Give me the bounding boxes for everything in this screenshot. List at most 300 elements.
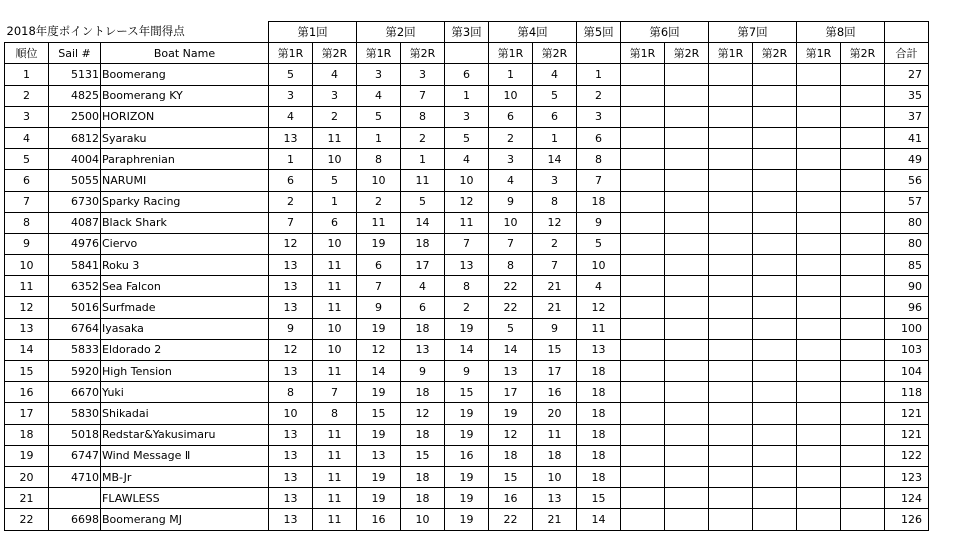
rank-cell: 9 <box>5 233 49 254</box>
score-cell: 13 <box>577 339 621 360</box>
score-cell: 3 <box>533 170 577 191</box>
score-cell: 19 <box>445 466 489 487</box>
empty-score-cell <box>665 297 709 318</box>
score-cell: 3 <box>269 85 313 106</box>
empty-score-cell <box>709 106 753 127</box>
sail-cell: 6747 <box>49 445 101 466</box>
empty-score-cell <box>753 445 797 466</box>
empty-score-cell <box>709 127 753 148</box>
table-row <box>5 106 973 127</box>
score-cell: 16 <box>445 445 489 466</box>
score-cell: 3 <box>445 106 489 127</box>
empty-score-cell <box>797 339 841 360</box>
rank-cell: 19 <box>5 445 49 466</box>
score-cell: 2 <box>269 191 313 212</box>
rank-cell: 13 <box>5 318 49 339</box>
empty-score-cell <box>753 212 797 233</box>
score-cell: 19 <box>445 403 489 424</box>
score-cell: 13 <box>269 127 313 148</box>
empty-score-cell <box>665 509 709 530</box>
score-cell: 2 <box>577 85 621 106</box>
score-cell: 4 <box>269 106 313 127</box>
rank-cell: 11 <box>5 276 49 297</box>
table-row <box>5 509 973 530</box>
empty-score-cell <box>621 466 665 487</box>
score-cell: 12 <box>401 403 445 424</box>
score-cell: 18 <box>401 382 445 403</box>
score-cell: 9 <box>401 361 445 382</box>
boat-name-cell: Syaraku <box>101 127 269 148</box>
boat-name-cell: Boomerang <box>101 64 269 85</box>
empty-score-cell <box>753 127 797 148</box>
score-cell: 18 <box>401 466 445 487</box>
total-cell: 100 <box>885 318 929 339</box>
table-row <box>5 424 973 445</box>
score-cell: 13 <box>269 297 313 318</box>
race-group-2: 第2回 <box>357 22 445 43</box>
empty-score-cell <box>621 255 665 276</box>
score-cell: 9 <box>489 191 533 212</box>
col-g4-r2: 第2R <box>533 43 577 64</box>
empty-score-cell <box>753 233 797 254</box>
title-row <box>5 22 973 43</box>
score-cell: 19 <box>357 382 401 403</box>
score-cell: 13 <box>269 361 313 382</box>
rank-cell: 21 <box>5 488 49 509</box>
score-cell: 14 <box>357 361 401 382</box>
empty-score-cell <box>621 509 665 530</box>
score-cell: 17 <box>533 361 577 382</box>
score-cell: 4 <box>313 64 357 85</box>
empty-score-cell <box>709 403 753 424</box>
boat-name-cell: NARUMI <box>101 170 269 191</box>
sail-cell: 4825 <box>49 85 101 106</box>
score-cell: 13 <box>489 361 533 382</box>
score-cell: 18 <box>577 445 621 466</box>
score-cell: 5 <box>401 191 445 212</box>
score-cell: 1 <box>313 191 357 212</box>
col-g8-r2: 第2R <box>841 43 885 64</box>
score-cell: 11 <box>313 297 357 318</box>
empty-score-cell <box>797 424 841 445</box>
score-cell: 19 <box>445 318 489 339</box>
total-cell: 104 <box>885 361 929 382</box>
boat-name-cell: Black Shark <box>101 212 269 233</box>
sail-cell: 5841 <box>49 255 101 276</box>
score-cell: 14 <box>533 149 577 170</box>
col-rank: 順位 <box>5 43 49 64</box>
col-g6-r1: 第1R <box>621 43 665 64</box>
race-group-7: 第7回 <box>709 22 797 43</box>
score-cell: 4 <box>489 170 533 191</box>
empty-score-cell <box>797 233 841 254</box>
empty-score-cell <box>665 85 709 106</box>
table-row <box>5 318 973 339</box>
score-cell: 1 <box>445 85 489 106</box>
score-cell: 7 <box>489 233 533 254</box>
empty-score-cell <box>841 466 885 487</box>
total-cell: 56 <box>885 170 929 191</box>
sail-cell: 6730 <box>49 191 101 212</box>
score-cell: 6 <box>313 212 357 233</box>
empty-score-cell <box>753 361 797 382</box>
empty-score-cell <box>665 361 709 382</box>
empty-score-cell <box>841 276 885 297</box>
score-cell: 7 <box>401 85 445 106</box>
empty-score-cell <box>841 170 885 191</box>
score-cell: 19 <box>445 424 489 445</box>
sail-cell: 5131 <box>49 64 101 85</box>
boat-name-cell: Paraphrenian <box>101 149 269 170</box>
table-row <box>5 127 973 148</box>
score-cell: 16 <box>357 509 401 530</box>
score-cell: 19 <box>357 466 401 487</box>
score-cell: 11 <box>313 255 357 276</box>
empty-score-cell <box>665 339 709 360</box>
empty-score-cell <box>665 424 709 445</box>
rank-cell: 2 <box>5 85 49 106</box>
col-g5 <box>577 43 621 64</box>
score-cell: 20 <box>533 403 577 424</box>
empty-score-cell <box>709 191 753 212</box>
empty-score-cell <box>709 466 753 487</box>
empty-score-cell <box>753 509 797 530</box>
empty-score-cell <box>753 149 797 170</box>
empty-score-cell <box>709 212 753 233</box>
empty-score-cell <box>841 445 885 466</box>
total-cell: 121 <box>885 424 929 445</box>
empty-score-cell <box>753 106 797 127</box>
empty-score-cell <box>797 127 841 148</box>
col-g7-r1: 第1R <box>709 43 753 64</box>
score-cell: 2 <box>313 106 357 127</box>
race-group-8: 第8回 <box>797 22 885 43</box>
score-cell: 12 <box>489 424 533 445</box>
table-row <box>5 488 973 509</box>
score-cell: 12 <box>577 297 621 318</box>
empty-score-cell <box>665 382 709 403</box>
empty-score-cell <box>621 424 665 445</box>
score-cell: 10 <box>313 339 357 360</box>
score-cell: 12 <box>269 339 313 360</box>
score-cell: 1 <box>357 127 401 148</box>
score-cell: 19 <box>445 509 489 530</box>
empty-score-cell <box>665 170 709 191</box>
score-cell: 13 <box>357 445 401 466</box>
score-cell: 3 <box>313 85 357 106</box>
empty-score-cell <box>709 445 753 466</box>
empty-score-cell <box>841 424 885 445</box>
sheet-title: 2018年度ポイントレース年間得点 <box>6 24 185 39</box>
boat-name-cell: Wind Message Ⅱ <box>101 445 269 466</box>
score-cell: 18 <box>533 445 577 466</box>
empty-score-cell <box>621 318 665 339</box>
score-cell: 7 <box>533 255 577 276</box>
sail-cell: 5018 <box>49 424 101 445</box>
score-cell: 19 <box>357 424 401 445</box>
rank-cell: 6 <box>5 170 49 191</box>
table-row <box>5 297 973 318</box>
rank-cell: 12 <box>5 297 49 318</box>
empty-score-cell <box>709 361 753 382</box>
score-cell: 8 <box>357 149 401 170</box>
score-cell: 7 <box>357 276 401 297</box>
score-cell: 11 <box>313 466 357 487</box>
empty-score-cell <box>797 276 841 297</box>
empty-score-cell <box>797 318 841 339</box>
empty-score-cell <box>665 318 709 339</box>
score-cell: 11 <box>313 488 357 509</box>
boat-name-cell: Sparky Racing <box>101 191 269 212</box>
empty-score-cell <box>709 276 753 297</box>
col-g2-r2: 第2R <box>401 43 445 64</box>
score-cell: 4 <box>577 276 621 297</box>
score-cell: 16 <box>533 382 577 403</box>
score-cell: 7 <box>445 233 489 254</box>
empty-score-cell <box>709 149 753 170</box>
score-cell: 4 <box>401 276 445 297</box>
score-cell: 7 <box>313 382 357 403</box>
empty-score-cell <box>797 509 841 530</box>
sail-cell: 5920 <box>49 361 101 382</box>
total-cell: 121 <box>885 403 929 424</box>
score-cell: 12 <box>269 233 313 254</box>
sail-cell: 6698 <box>49 509 101 530</box>
empty-score-cell <box>797 212 841 233</box>
empty-score-cell <box>709 85 753 106</box>
score-cell: 1 <box>577 64 621 85</box>
empty-score-cell <box>665 191 709 212</box>
table-row <box>5 64 973 85</box>
score-cell: 11 <box>577 318 621 339</box>
score-cell: 6 <box>577 127 621 148</box>
sail-cell: 4087 <box>49 212 101 233</box>
race-group-6: 第6回 <box>621 22 709 43</box>
score-cell: 3 <box>577 106 621 127</box>
score-cell: 17 <box>489 382 533 403</box>
total-cell: 124 <box>885 488 929 509</box>
score-cell: 12 <box>445 191 489 212</box>
empty-score-cell <box>709 424 753 445</box>
score-cell: 9 <box>445 361 489 382</box>
empty-score-cell <box>841 127 885 148</box>
sail-cell: 2500 <box>49 106 101 127</box>
score-cell: 10 <box>489 212 533 233</box>
empty-score-cell <box>797 297 841 318</box>
score-cell: 21 <box>533 509 577 530</box>
score-cell: 8 <box>577 149 621 170</box>
score-cell: 4 <box>533 64 577 85</box>
score-cell: 13 <box>269 445 313 466</box>
table-row <box>5 170 973 191</box>
empty-score-cell <box>797 488 841 509</box>
table-row <box>5 276 973 297</box>
total-cell: 96 <box>885 297 929 318</box>
score-cell: 18 <box>401 318 445 339</box>
score-cell: 6 <box>357 255 401 276</box>
sail-cell: 6812 <box>49 127 101 148</box>
sail-cell: 5833 <box>49 339 101 360</box>
score-cell: 18 <box>401 233 445 254</box>
empty-score-cell <box>665 149 709 170</box>
score-cell: 2 <box>445 297 489 318</box>
score-cell: 15 <box>489 466 533 487</box>
empty-score-cell <box>797 445 841 466</box>
table-row <box>5 85 973 106</box>
score-cell: 11 <box>533 424 577 445</box>
boat-name-cell: MB-Jr <box>101 466 269 487</box>
empty-score-cell <box>709 233 753 254</box>
empty-score-cell <box>797 170 841 191</box>
empty-score-cell <box>665 276 709 297</box>
table-row <box>5 212 973 233</box>
total-cell: 80 <box>885 212 929 233</box>
empty-score-cell <box>841 191 885 212</box>
empty-score-cell <box>709 382 753 403</box>
empty-score-cell <box>753 191 797 212</box>
score-cell: 18 <box>401 488 445 509</box>
score-cell: 16 <box>489 488 533 509</box>
score-cell: 21 <box>533 297 577 318</box>
empty-score-cell <box>797 191 841 212</box>
total-cell: 90 <box>885 276 929 297</box>
score-cell: 19 <box>357 233 401 254</box>
score-cell: 8 <box>269 382 313 403</box>
table-row <box>5 382 973 403</box>
race-group-5: 第5回 <box>577 22 621 43</box>
empty-score-cell <box>621 297 665 318</box>
boat-name-cell: Boomerang MJ <box>101 509 269 530</box>
empty-score-cell <box>797 85 841 106</box>
score-cell: 10 <box>313 318 357 339</box>
score-cell: 13 <box>445 255 489 276</box>
empty-score-cell <box>709 170 753 191</box>
standings-sheet <box>4 21 973 531</box>
score-cell: 22 <box>489 276 533 297</box>
empty-score-cell <box>841 339 885 360</box>
empty-score-cell <box>797 106 841 127</box>
table-row <box>5 403 973 424</box>
score-cell: 11 <box>313 509 357 530</box>
empty-score-cell <box>621 149 665 170</box>
sail-cell: 6352 <box>49 276 101 297</box>
score-cell: 11 <box>445 212 489 233</box>
score-cell: 9 <box>577 212 621 233</box>
standings-body <box>5 64 973 530</box>
score-cell: 3 <box>489 149 533 170</box>
score-cell: 3 <box>401 64 445 85</box>
score-cell: 13 <box>269 255 313 276</box>
score-cell: 11 <box>313 276 357 297</box>
score-cell: 18 <box>577 466 621 487</box>
col-g1-r1: 第1R <box>269 43 313 64</box>
total-cell: 126 <box>885 509 929 530</box>
col-g7-r2: 第2R <box>753 43 797 64</box>
score-cell: 4 <box>445 149 489 170</box>
boat-name-cell: Boomerang KY <box>101 85 269 106</box>
empty-score-cell <box>665 403 709 424</box>
empty-score-cell <box>621 64 665 85</box>
empty-score-cell <box>665 445 709 466</box>
score-cell: 4 <box>357 85 401 106</box>
total-cell: 27 <box>885 64 929 85</box>
rank-cell: 17 <box>5 403 49 424</box>
empty-score-cell <box>665 106 709 127</box>
empty-score-cell <box>621 339 665 360</box>
empty-score-cell <box>709 255 753 276</box>
empty-score-cell <box>841 297 885 318</box>
empty-score-cell <box>621 212 665 233</box>
rank-cell: 16 <box>5 382 49 403</box>
score-cell: 15 <box>357 403 401 424</box>
score-cell: 13 <box>269 276 313 297</box>
score-cell: 22 <box>489 297 533 318</box>
empty-score-cell <box>709 318 753 339</box>
rank-cell: 1 <box>5 64 49 85</box>
score-cell: 11 <box>401 170 445 191</box>
empty-score-cell <box>665 488 709 509</box>
score-cell: 11 <box>313 424 357 445</box>
race-group-1: 第1回 <box>269 22 357 43</box>
score-cell: 10 <box>489 85 533 106</box>
score-cell: 17 <box>401 255 445 276</box>
rank-cell: 10 <box>5 255 49 276</box>
score-cell: 11 <box>313 445 357 466</box>
score-cell: 2 <box>533 233 577 254</box>
score-cell: 1 <box>489 64 533 85</box>
score-cell: 18 <box>577 361 621 382</box>
score-cell: 5 <box>445 127 489 148</box>
score-cell: 6 <box>445 64 489 85</box>
table-row <box>5 149 973 170</box>
empty-score-cell <box>797 361 841 382</box>
empty-score-cell <box>709 339 753 360</box>
empty-score-cell <box>797 466 841 487</box>
empty-score-cell <box>665 127 709 148</box>
score-cell: 18 <box>401 424 445 445</box>
empty-score-cell <box>797 64 841 85</box>
total-cell: 85 <box>885 255 929 276</box>
empty-score-cell <box>753 339 797 360</box>
score-cell: 8 <box>401 106 445 127</box>
score-cell: 14 <box>577 509 621 530</box>
score-cell: 10 <box>533 466 577 487</box>
score-cell: 8 <box>533 191 577 212</box>
empty-score-cell <box>753 255 797 276</box>
table-row <box>5 233 973 254</box>
boat-name-cell: Eldorado 2 <box>101 339 269 360</box>
total-cell: 57 <box>885 191 929 212</box>
sail-cell <box>49 488 101 509</box>
score-cell: 10 <box>445 170 489 191</box>
total-group-cell <box>885 22 929 43</box>
score-cell: 12 <box>533 212 577 233</box>
boat-name-cell: Yuki <box>101 382 269 403</box>
sail-cell: 4004 <box>49 149 101 170</box>
score-cell: 13 <box>269 466 313 487</box>
empty-score-cell <box>709 488 753 509</box>
empty-score-cell <box>621 276 665 297</box>
score-cell: 13 <box>533 488 577 509</box>
score-cell: 14 <box>445 339 489 360</box>
score-cell: 10 <box>357 170 401 191</box>
boat-name-cell: High Tension <box>101 361 269 382</box>
total-cell: 123 <box>885 466 929 487</box>
empty-score-cell <box>841 318 885 339</box>
score-cell: 18 <box>577 191 621 212</box>
score-cell: 2 <box>489 127 533 148</box>
score-cell: 10 <box>313 149 357 170</box>
